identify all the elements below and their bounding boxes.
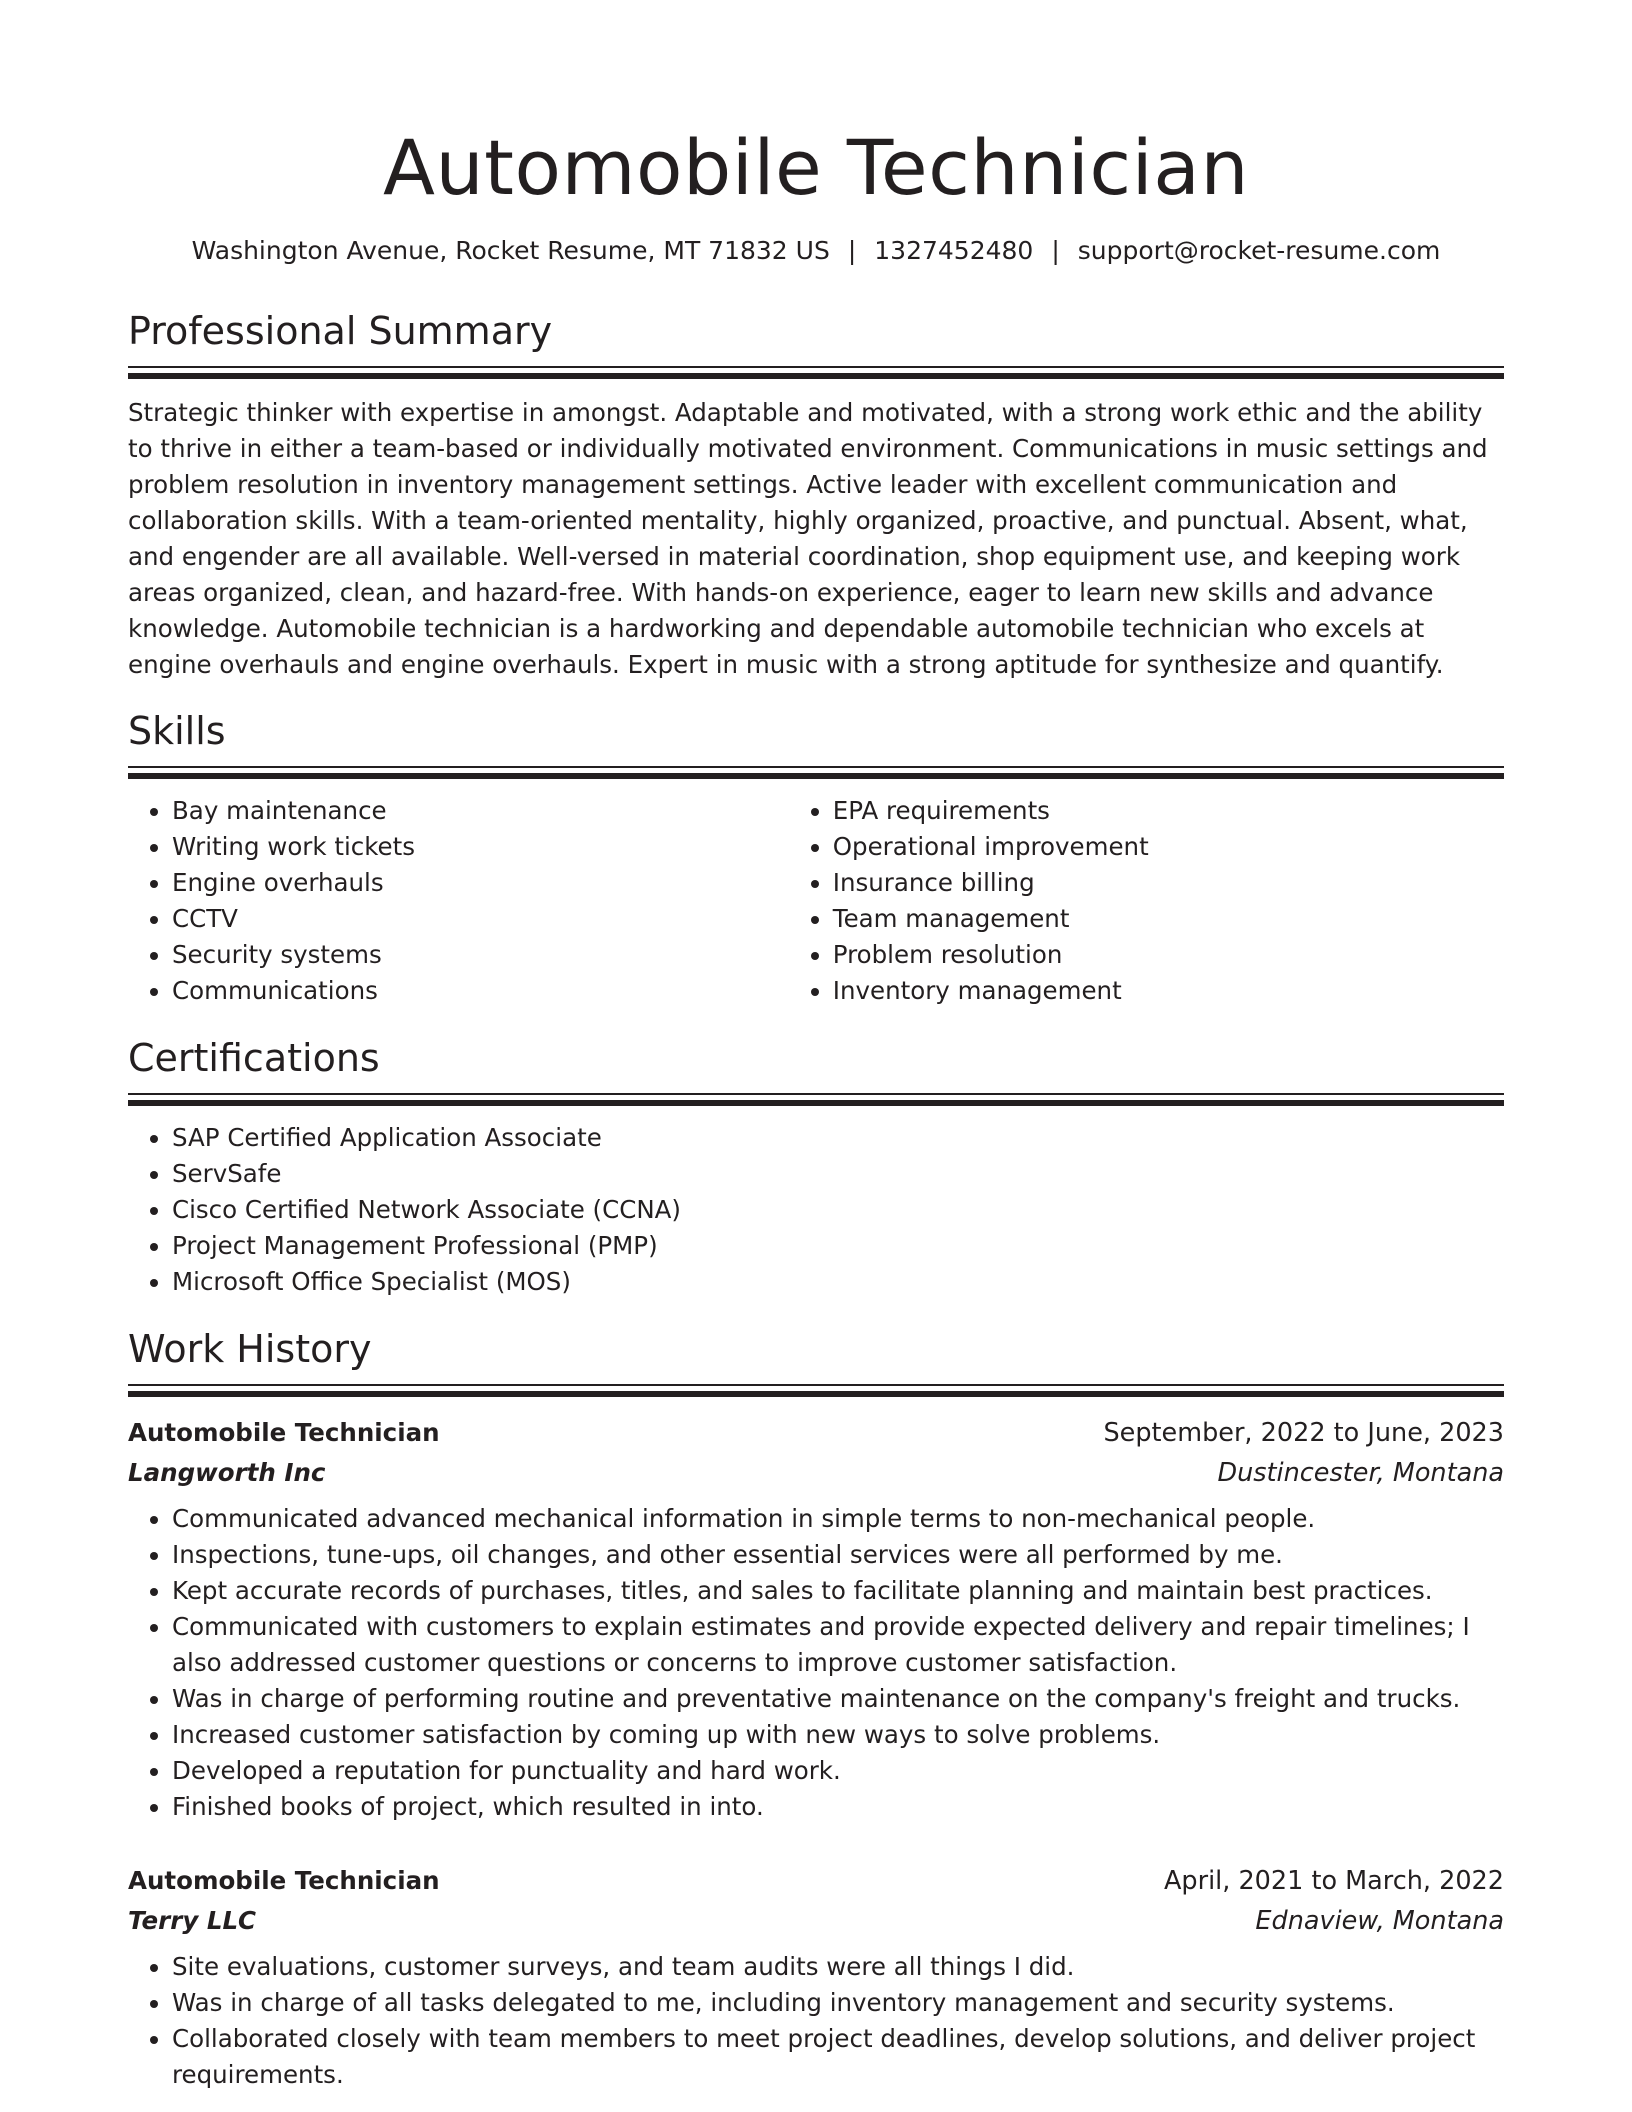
certification-item: • Cisco Certified Network Associate (CCNA) (172, 1192, 1504, 1228)
job-duty-item: • Developed a reputation for punctuality and hard work. (172, 1753, 1504, 1789)
summary-heading: Professional Summary (128, 309, 553, 353)
skill-item: • Problem resolution (833, 937, 1504, 973)
job-company-row (128, 1901, 1504, 1941)
certifications-heading: Certifications (128, 1035, 380, 1080)
job-duty-item: • Increased customer satisfaction by coming up with new ways to solve problems. (172, 1717, 1504, 1753)
resume-page (128, 0, 1504, 2093)
job-duties-list (128, 1501, 1504, 1825)
job-duty-item: • Kept accurate records of purchases, titles, and sales to facilitate planning and maintain best practices. (172, 1573, 1504, 1609)
job-company: Terry LLC (128, 1905, 257, 1935)
job-dates: April, 2021 to March, 2022 (1163, 1865, 1504, 1896)
candidate-name: Automobile Technician (382, 123, 1250, 212)
job-location: Ednaview, Montana (1255, 1905, 1504, 1936)
job-title: Automobile Technician (128, 1865, 440, 1895)
skill-item: • Insurance billing (833, 865, 1504, 901)
skill-item: • Operational improvement (833, 829, 1504, 865)
certification-item: • Microsoft Office Specialist (MOS) (172, 1264, 1504, 1300)
job-entry (128, 1861, 1504, 2093)
section-divider (128, 1093, 1504, 1106)
job-location: Dustincester, Montana (1217, 1457, 1504, 1488)
skills-grid (128, 793, 1504, 1009)
job-duty-item: • Was in charge of performing routine and preventative maintenance on the company's freight and trucks. (172, 1681, 1504, 1717)
skill-item: • Team management (833, 901, 1504, 937)
skill-item: • Writing work tickets (172, 829, 789, 865)
contact-separator: | (847, 236, 857, 265)
job-header-row (128, 1413, 1504, 1453)
skill-item: • Communications (172, 973, 789, 1009)
summary-section (128, 308, 1504, 683)
contact-address: Washington Avenue, Rocket Resume, MT 71832 US (191, 236, 830, 265)
skill-item: • Inventory management (833, 973, 1504, 1009)
work-history-heading: Work History (128, 1326, 372, 1371)
section-divider (128, 1384, 1504, 1397)
job-duty-item: • Collaborated closely with team members to meet project deadlines, develop solutions, and deliver project requirements. (172, 2021, 1504, 2093)
certification-item: • SAP Certified Application Associate (172, 1120, 1504, 1156)
job-duty-item: • Communicated advanced mechanical information in simple terms to non-mechanical people. (172, 1501, 1504, 1537)
certification-item: • ServSafe (172, 1156, 1504, 1192)
contact-separator: | (1051, 236, 1060, 265)
job-entry (128, 1413, 1504, 1825)
skill-item: • CCTV (172, 901, 789, 937)
certifications-list (128, 1120, 1504, 1300)
skills-heading: Skills (128, 708, 226, 753)
skill-item: • Engine overhauls (172, 865, 789, 901)
job-duty-item: • Finished books of project, which resulted in into. (172, 1789, 1504, 1825)
job-company-row (128, 1453, 1504, 1493)
contact-line (128, 234, 1504, 268)
job-header-row (128, 1861, 1504, 1901)
skills-section (128, 708, 1504, 1009)
skills-list-left (128, 793, 789, 1009)
certification-item: • Project Management Professional (PMP) (172, 1228, 1504, 1264)
section-divider (128, 766, 1504, 779)
job-duty-item: • Was in charge of all tasks delegated to me, including inventory management and security systems. (172, 1985, 1504, 2021)
job-duty-item: • Site evaluations, customer surveys, and team audits were all things I did. (172, 1949, 1504, 1985)
contact-phone: 1327452480 (874, 236, 1034, 265)
job-dates: September, 2022 to June, 2023 (1103, 1417, 1504, 1448)
skills-list-right (789, 793, 1504, 1009)
job-title: Automobile Technician (128, 1417, 440, 1447)
job-duties-list (128, 1949, 1504, 2093)
job-duty-item: • Inspections, tune-ups, oil changes, and other essential services were all performed by me. (172, 1537, 1504, 1573)
contact-email: support@rocket-resume.com (1077, 236, 1441, 265)
work-history-section (128, 1326, 1504, 2093)
job-company: Langworth Inc (128, 1457, 326, 1487)
skill-item: • EPA requirements (833, 793, 1504, 829)
job-duty-item: • Communicated with customers to explain estimates and provide expected delivery and repair timelines; I also addressed customer questions or concerns to improve customer satisfaction. (172, 1609, 1504, 1681)
skill-item: • Bay maintenance (172, 793, 789, 829)
section-divider (128, 366, 1504, 379)
summary-text: Strategic thinker with expertise in amongst. Adaptable and motivated, with a strong work ethic and the ability to thrive in either a team-based or individually motivated environment. Communications in music settings and problem resolution in inventory management settings. Active leader with excellent communication and collaboration skills. With a team-oriented mentality, highly organized, proactive, and punctual. Absent, what, and engender are all available. Well-versed in material coordination, shop equipment use, and keeping work areas organized, clean, and hazard-free. With hands-on experience, eager to learn new skills and advance knowledge. Automobile technician is a hardworking and dependable automobile technician who excels at engine overhauls and engine overhauls. Expert in music with a strong aptitude for synthesize and quantify. (128, 398, 1488, 679)
certifications-section (128, 1035, 1504, 1300)
skill-item: • Security systems (172, 937, 789, 973)
